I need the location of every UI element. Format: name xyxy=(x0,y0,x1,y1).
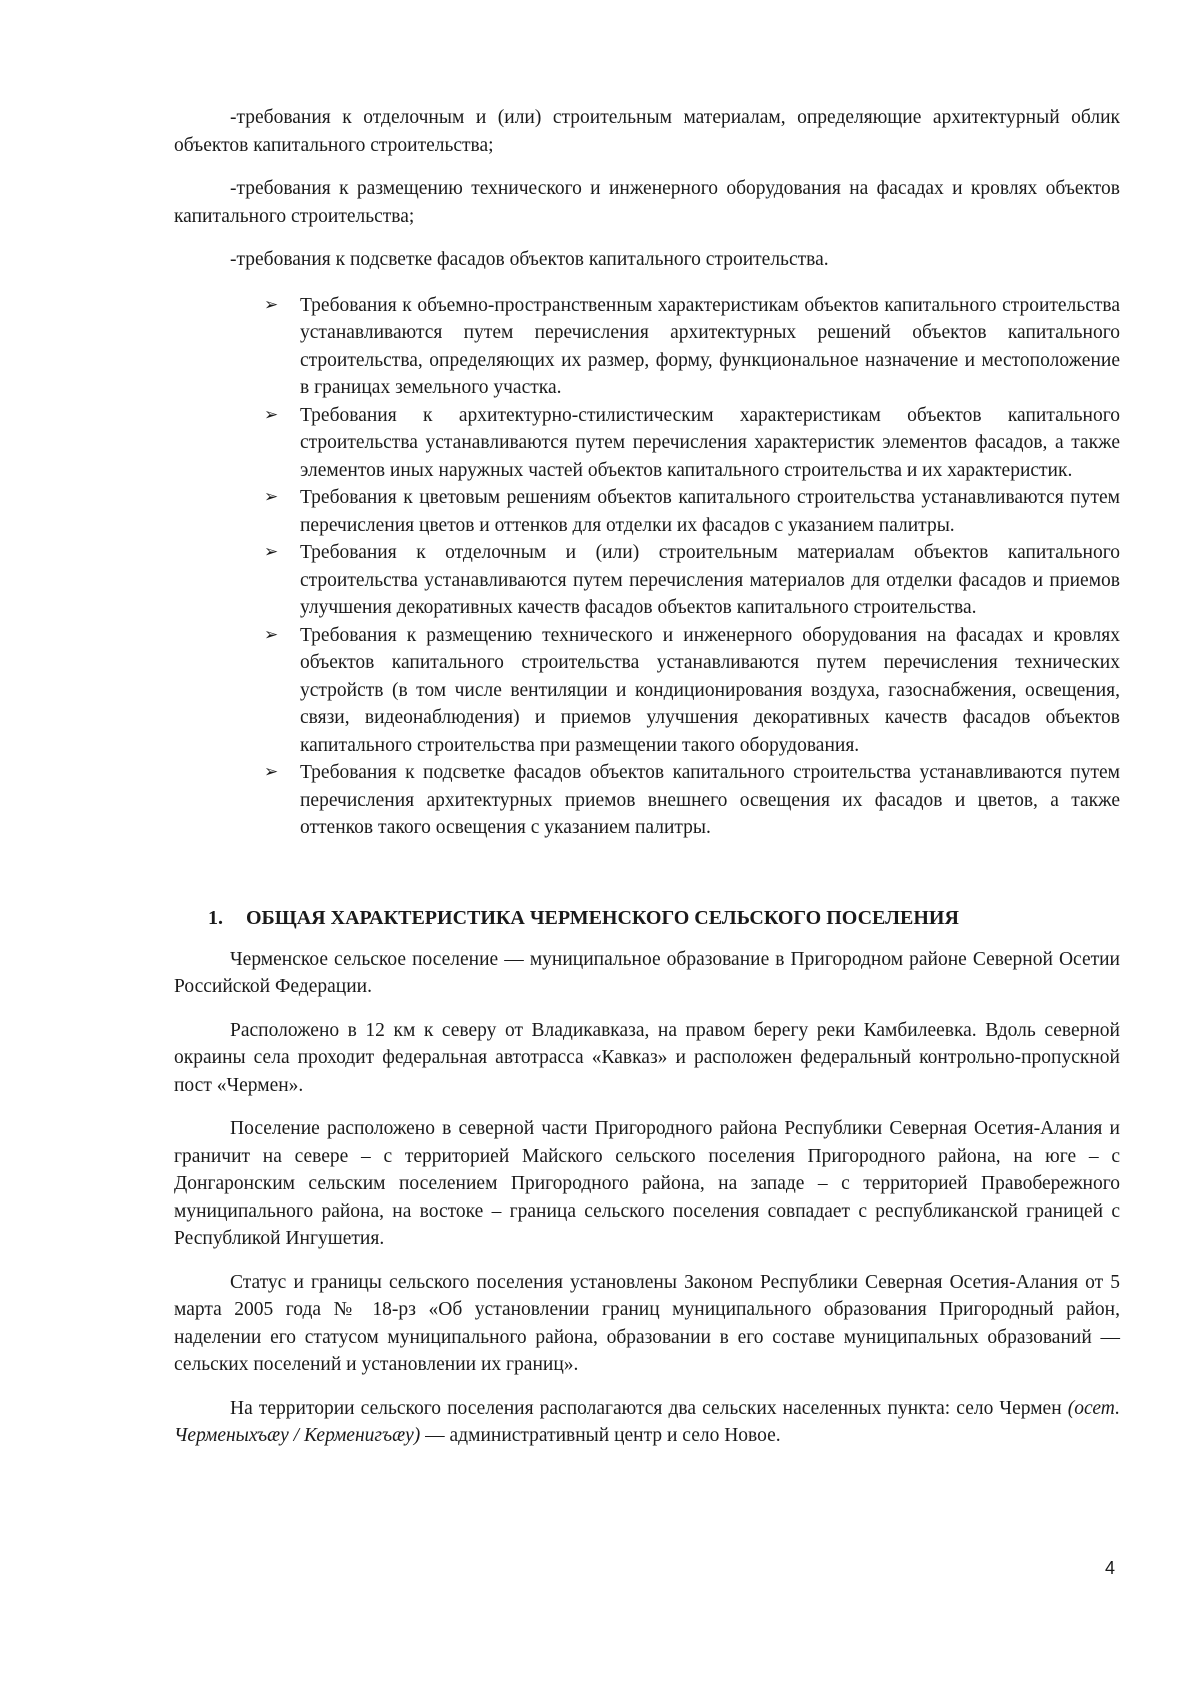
list-item xyxy=(174,292,1120,402)
list-item xyxy=(174,622,1120,760)
list-item-text: Требования к подсветке фасадов объектов капитального строительства устанавливаются путем перечисления архитектурных приемов внешнего освещения их фасадов и цветов, а также оттенков такого освещения с указанием палитры. xyxy=(300,762,1120,838)
paragraph: Статус и границы сельского поселения установлены Законом Республики Северная Осетия-Алания от 5 марта 2005 года № 18-рз «Об установлении границ муниципального образования Пригородный район, наделении его статусом муниципального района, образовании в его составе муниципальных образований — сельских поселений и установлении их границ». xyxy=(174,1271,1120,1375)
arrow-bullet-icon: ➢ xyxy=(264,624,279,645)
paragraph xyxy=(174,1395,1120,1450)
intro-item: -требования к размещению технического и инженерного оборудования на фасадах и кровлях объектов капитального строительства; xyxy=(174,178,1120,227)
list-item-text: Требования к отделочным и (или) строительным материалам объектов капитального строительства устанавливаются путем перечисления материалов для отделки фасадов и приемов улучшения декоративных качеств фасадов объектов капитального строительства. xyxy=(300,542,1120,618)
arrow-bullet-icon: ➢ xyxy=(264,542,279,562)
list-item xyxy=(174,484,1120,539)
arrow-bullet-icon: ➢ xyxy=(264,404,279,425)
list-item-text: Требования к цветовым решениям объектов капитального строительства устанавливаются путем перечисления цветов и оттенков для отделки их фасадов с указанием палитры. xyxy=(300,487,1120,536)
arrow-bullet-icon: ➢ xyxy=(264,487,279,507)
ossetian-name: (осет. Черменыхъæу / Керменигъæу) xyxy=(174,1397,1120,1446)
paragraph: Поселение расположено в северной части Пригородного района Республики Северная Осетия-Алания и граничит на севере – с территорией Майского сельского поселения Пригородного района, на юге – с Донгаронским сельским поселением Пригородного района, на западе – с территорией Правобережного муниципального района, на востоке – граница сельского поселения совпадает с республиканской границей с Республикой Ингушетия. xyxy=(174,1118,1120,1249)
section-number: 1. xyxy=(208,906,223,929)
list-item xyxy=(174,759,1120,842)
paragraph-text: — административный центр и село Новое. xyxy=(420,1425,781,1446)
intro-item: -требования к подсветке фасадов объектов капитального строительства. xyxy=(230,249,829,270)
paragraph: Черменское сельское поселение — муниципальное образование в Пригородном районе Северной Осетии Российской Федерации. xyxy=(174,948,1120,997)
list-item xyxy=(174,539,1120,622)
list-item-text: Требования к объемно-пространственным характеристикам объектов капитального строительства устанавливаются путем перечисления архитектурных решений объектов капитального строительства, определяющих их размер, форму, функциональное назначение и местоположение в границах земельного участка. xyxy=(300,294,1120,398)
page-number: 4 xyxy=(1104,1558,1115,1578)
requirements-list xyxy=(174,292,1120,842)
document-page xyxy=(174,104,1120,1466)
arrow-bullet-icon: ➢ xyxy=(264,762,279,782)
arrow-bullet-icon: ➢ xyxy=(264,294,279,315)
intro-item: -требования к отделочным и (или) строительным материалам, определяющие архитектурный облик объектов капитального строительства; xyxy=(174,107,1120,156)
paragraph-text: На территории сельского поселения располагаются два сельских населенных пункта: село Чермен xyxy=(230,1397,1068,1419)
section-title: ОБЩАЯ ХАРАКТЕРИСТИКА ЧЕРМЕНСКОГО СЕЛЬСКОГО ПОСЕЛЕНИЯ xyxy=(246,906,959,929)
list-item-text: Требования к размещению технического и инженерного оборудования на фасадах и кровлях объектов капитального строительства устанавливаются путем перечисления технических устройств (в том числе вентиляции и кондиционирования воздуха, газоснабжения, освещения, связи, видеонаблюдения) и приемов улучшения декоративных качеств фасадов объектов капитального строительства при размещении такого оборудования. xyxy=(300,624,1120,756)
section-heading xyxy=(174,904,1120,932)
list-item xyxy=(174,402,1120,485)
list-item-text: Требования к архитектурно-стилистическим характеристикам объектов капитального строительства устанавливаются путем перечисления характеристик элементов фасадов, а также элементов иных наружных частей объектов капитального строительства и их характеристик. xyxy=(300,404,1120,481)
paragraph: Расположено в 12 км к северу от Владикавказа, на правом берегу реки Камбилеевка. Вдоль северной окраины села проходит федеральная автотрасса «Кавказ» и расположен федеральный контрольно-пропускной пост «Чермен». xyxy=(174,1019,1120,1096)
